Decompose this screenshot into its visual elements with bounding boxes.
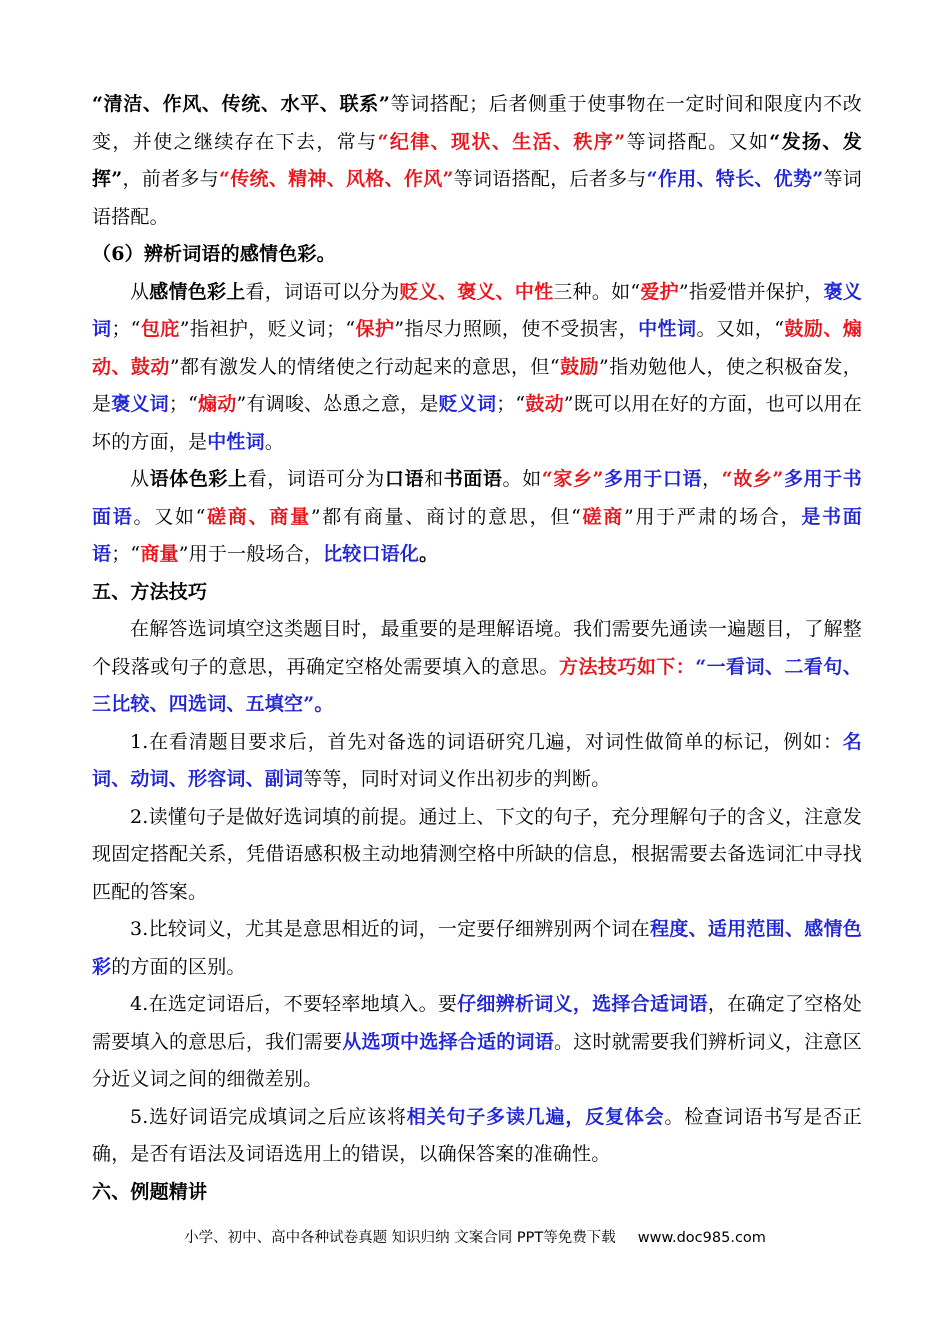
text-run: “清洁、作风、传统、水平、联系” — [92, 93, 391, 115]
text-run: ”指尽力照顾，使不受损害， — [394, 318, 639, 340]
text-run: 从 — [130, 468, 150, 490]
text-run: 褒义词 — [111, 393, 169, 415]
para-method-3 — [92, 911, 862, 986]
text-run: 等词搭配；后者侧重于使事物在一定时间和限度内不改变，并使之继续存在下去，常与 — [92, 93, 862, 153]
text-run: 保护 — [355, 318, 395, 340]
text-run: 鼓励 — [559, 355, 600, 378]
text-run: “家乡” — [541, 468, 604, 490]
text-run: 多用于书面语 — [92, 468, 862, 528]
document-body — [92, 86, 862, 1211]
text-run: 程度、适用范围、感情色彩 — [92, 918, 862, 978]
text-run: 等词语搭配，后者多与 — [453, 168, 647, 190]
text-run: 4.在选定词语后，不要轻率地填入。要 — [130, 993, 458, 1015]
text-run: 褒义词 — [92, 280, 863, 340]
text-run: 等词语搭配。 — [92, 168, 862, 228]
text-run: ，前者多与 — [122, 168, 220, 190]
text-run: ， — [702, 468, 722, 490]
text-run: 。又如“ — [133, 505, 206, 528]
para-method-5 — [92, 1099, 862, 1174]
text-run: 鼓励、煽动、鼓动 — [92, 318, 863, 378]
text-run: 六、例题精讲 — [92, 1180, 208, 1203]
text-run: 5.选好词语完成填词之后应该将 — [130, 1105, 407, 1128]
text-run: ；“ — [168, 393, 198, 415]
heading-emotional-color — [92, 236, 862, 274]
text-run: “纪律、现状、生活、秩序” — [377, 130, 626, 153]
text-run: 方法技巧如下： — [558, 655, 696, 678]
text-run: 2.读懂句子是做好选词填的前提。通过上、下文的句子，充分理解句子的含义，注意发现固定搭配关系，凭借语感积极主动地猜测空格中所缺的信息，根据需要去备选词汇中寻找匹配的答案。 — [92, 805, 862, 903]
text-run: 商量 — [140, 543, 179, 565]
text-run: 名词、动词、形容词、副词 — [92, 730, 862, 790]
text-run: 的方面的区别。 — [111, 955, 246, 978]
text-run: ，在确定了空格处需要填入的意思后，我们需要 — [92, 993, 862, 1053]
para-method-1 — [92, 724, 862, 799]
text-run: 3.比较词义，尤其是意思相近的词，一定要仔细辨别两个词在 — [130, 918, 650, 940]
text-run: 感情色彩上 — [149, 280, 246, 303]
text-run: ”有调唆、怂恿之意，是 — [236, 393, 439, 415]
text-run: 煽动 — [198, 393, 237, 415]
text-run: 磋商、商量 — [205, 505, 311, 528]
text-run: 贬义词 — [438, 393, 497, 415]
text-run: 1.在看清题目要求后，首先对备选的词语研究几遍，对词性做简单的标记，例如： — [130, 730, 843, 753]
text-run: 多用于口语 — [603, 468, 703, 490]
text-run: 爱护 — [640, 280, 679, 303]
para-emotional-color — [92, 274, 862, 462]
text-run: （6）辨析词语的感情色彩。 — [92, 243, 336, 265]
text-run: ”用于严肃的场合， — [624, 505, 802, 528]
para-wordmatch-continued — [92, 86, 862, 236]
text-run: 语体色彩上 — [149, 468, 248, 490]
text-run: ；“ — [111, 543, 141, 565]
footer-text: 小学、初中、高中各种试卷真题 知识归纳 文案合同 PPT等免费下载 — [184, 1230, 616, 1246]
text-run: 等词搭配。又如 — [625, 130, 770, 153]
text-run: 在解答选词填空这类题目时，最重要的是理解语境。我们需要先通读一遍题目，了解整个段落或句子的意思，再确定空格处需要填入的意思。 — [92, 618, 862, 678]
text-run: 鼓动 — [525, 393, 564, 415]
text-run: ”都有激发人的情绪使之行动起来的意思，但“ — [169, 355, 560, 378]
text-run: 磋商 — [580, 505, 624, 528]
text-run: “一看词、二看句、三比较、四选词、五填空”。 — [92, 655, 862, 715]
text-run: 看，词语可以分为 — [245, 280, 400, 303]
text-run: 从 — [130, 280, 150, 303]
text-run: 。如 — [502, 468, 542, 490]
text-run: 。检查词语书写是否正确，是否有语法及词语选用上的错误，以确保答案的准确性。 — [92, 1105, 862, 1165]
para-methods-intro — [92, 611, 862, 724]
text-run: 仔细辨析词义，选择合适词语 — [457, 993, 708, 1015]
heading-methods — [92, 574, 862, 612]
para-style-color — [92, 461, 862, 574]
text-run: ”指袒护，贬义词；“ — [179, 318, 356, 340]
text-run: 中性词 — [207, 430, 265, 453]
text-run: 。 — [264, 430, 285, 453]
text-run: ”指爱惜并保护， — [678, 280, 824, 303]
footer-url[interactable]: www.doc985.com — [637, 1230, 766, 1246]
text-run: 和 — [424, 468, 444, 490]
page-footer — [0, 1226, 950, 1247]
text-run: ”指劝勉他人，使之积极奋发，是 — [92, 355, 862, 415]
text-run: 等等，同时对词义作出初步的判断。 — [303, 768, 611, 790]
text-run: 比较口语化 — [323, 543, 420, 565]
text-run: 口语 — [384, 468, 425, 490]
text-run: 五、方法技巧 — [92, 580, 208, 603]
text-run: “故乡” — [721, 468, 784, 490]
text-run: ；“ — [111, 318, 141, 340]
text-run: ”用于一般场合， — [178, 543, 324, 565]
text-run: 中性词 — [638, 318, 697, 340]
text-run: 。又如，“ — [696, 318, 785, 340]
text-run: 。这时就需要我们辨析词义，注意区分近义词之间的细微差别。 — [92, 1030, 862, 1090]
text-run: 相关句子多读几遍，反复体会 — [406, 1105, 665, 1128]
text-run: 从选项中选择合适的词语 — [342, 1030, 555, 1053]
text-run: 。 — [419, 543, 439, 565]
text-run: “发扬、发挥” — [92, 130, 862, 190]
text-run: 贬义、褒义、中性 — [399, 280, 554, 303]
para-method-4 — [92, 986, 862, 1099]
text-run: “传统、精神、风格、作风” — [219, 168, 454, 190]
heading-examples — [92, 1174, 862, 1212]
para-method-2 — [92, 799, 862, 912]
text-run: ”既可以用在好的方面，也可以用在坏的方面，是 — [92, 393, 862, 453]
text-run: 是书面语 — [92, 505, 862, 565]
text-run: 三种。如“ — [553, 280, 641, 303]
text-run: “作用、特长、优势” — [646, 168, 824, 190]
text-run: 书面语 — [443, 468, 503, 490]
text-run: ；“ — [496, 393, 526, 415]
text-run: 包庇 — [140, 318, 180, 340]
text-run: ”都有商量、商讨的意思，但“ — [310, 505, 581, 528]
text-run: 看，词语可分为 — [247, 468, 385, 490]
